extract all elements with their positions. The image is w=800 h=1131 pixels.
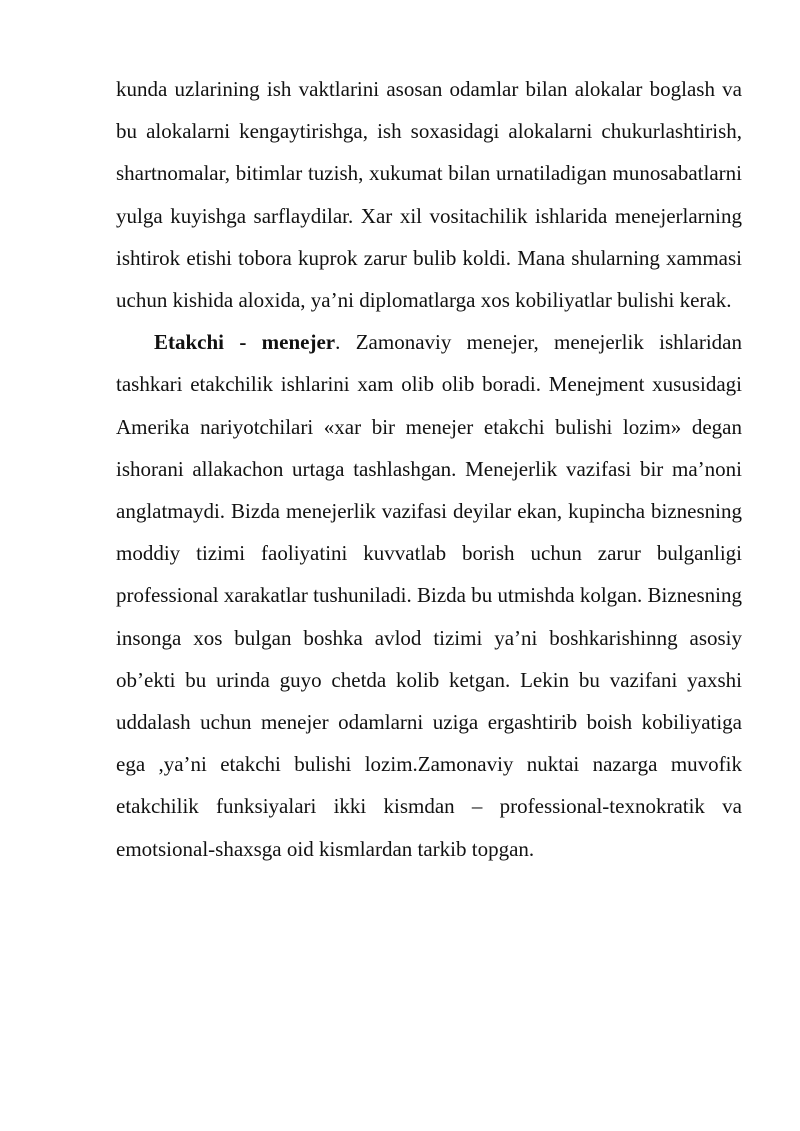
paragraph-2 — [116, 321, 742, 870]
section-term-punct: . — [335, 330, 341, 355]
document-page — [116, 68, 742, 870]
paragraph-2-body: Zamonaviy menejer, menejerlik ishlaridan tashkari etakchilik ishlarini xam olib olib boradi. Menejment xususidagi Amerika nariyotchilari «xar bir menejer etakchi bulishi lozim» degan ishorani allakachon urtaga tashlashgan. Menejerlik vazifasi bir ma’noni anglatmaydi. Bizda menejerlik vazifasi deyilar ekan, kupincha biznesning moddiy tizimi faoliyatini kuvvatlab borish uchun zarur bulganligi professional xarakatlar tushuniladi. Bizda bu utmishda kolgan. Biznesning insonga xos bulgan boshka avlod tizimi ya’ni boshkarishinng asosiy ob’ekti bu urinda guyo chetda kolib ketgan. Lekin bu vazifani yaxshi uddalash uchun menejer odamlarni uziga ergashtirib boish kobiliyatiga ega ,ya’ni etakchi bulishi lozim.Zamonaviy nuktai nazarga muvofik etakchilik funksiyalari ikki kismdan – professional-texnokratik va emotsional-shaxsga oid kismlardan tarkib topgan. — [116, 330, 742, 861]
section-term: Etakchi - menejer — [154, 330, 336, 355]
paragraph-1: kunda uzlarining ish vaktlarini asosan odamlar bilan alokalar boglash va bu alokalarni kengaytirishga, ish soxasidagi alokalarni chukurlashtirish, shartnomalar, bitimlar tuzish, xukumat bilan urnatiladigan munosabatlarni yulga kuyishga sarflaydilar. Xar xil vositachilik ishlarida menejerlarning ishtirok etishi tobora kuprok zarur bulib koldi. Mana shularning xammasi uchun kishida aloxida, ya’ni diplomatlarga xos kobiliyatlar bulishi kerak. — [116, 77, 742, 313]
